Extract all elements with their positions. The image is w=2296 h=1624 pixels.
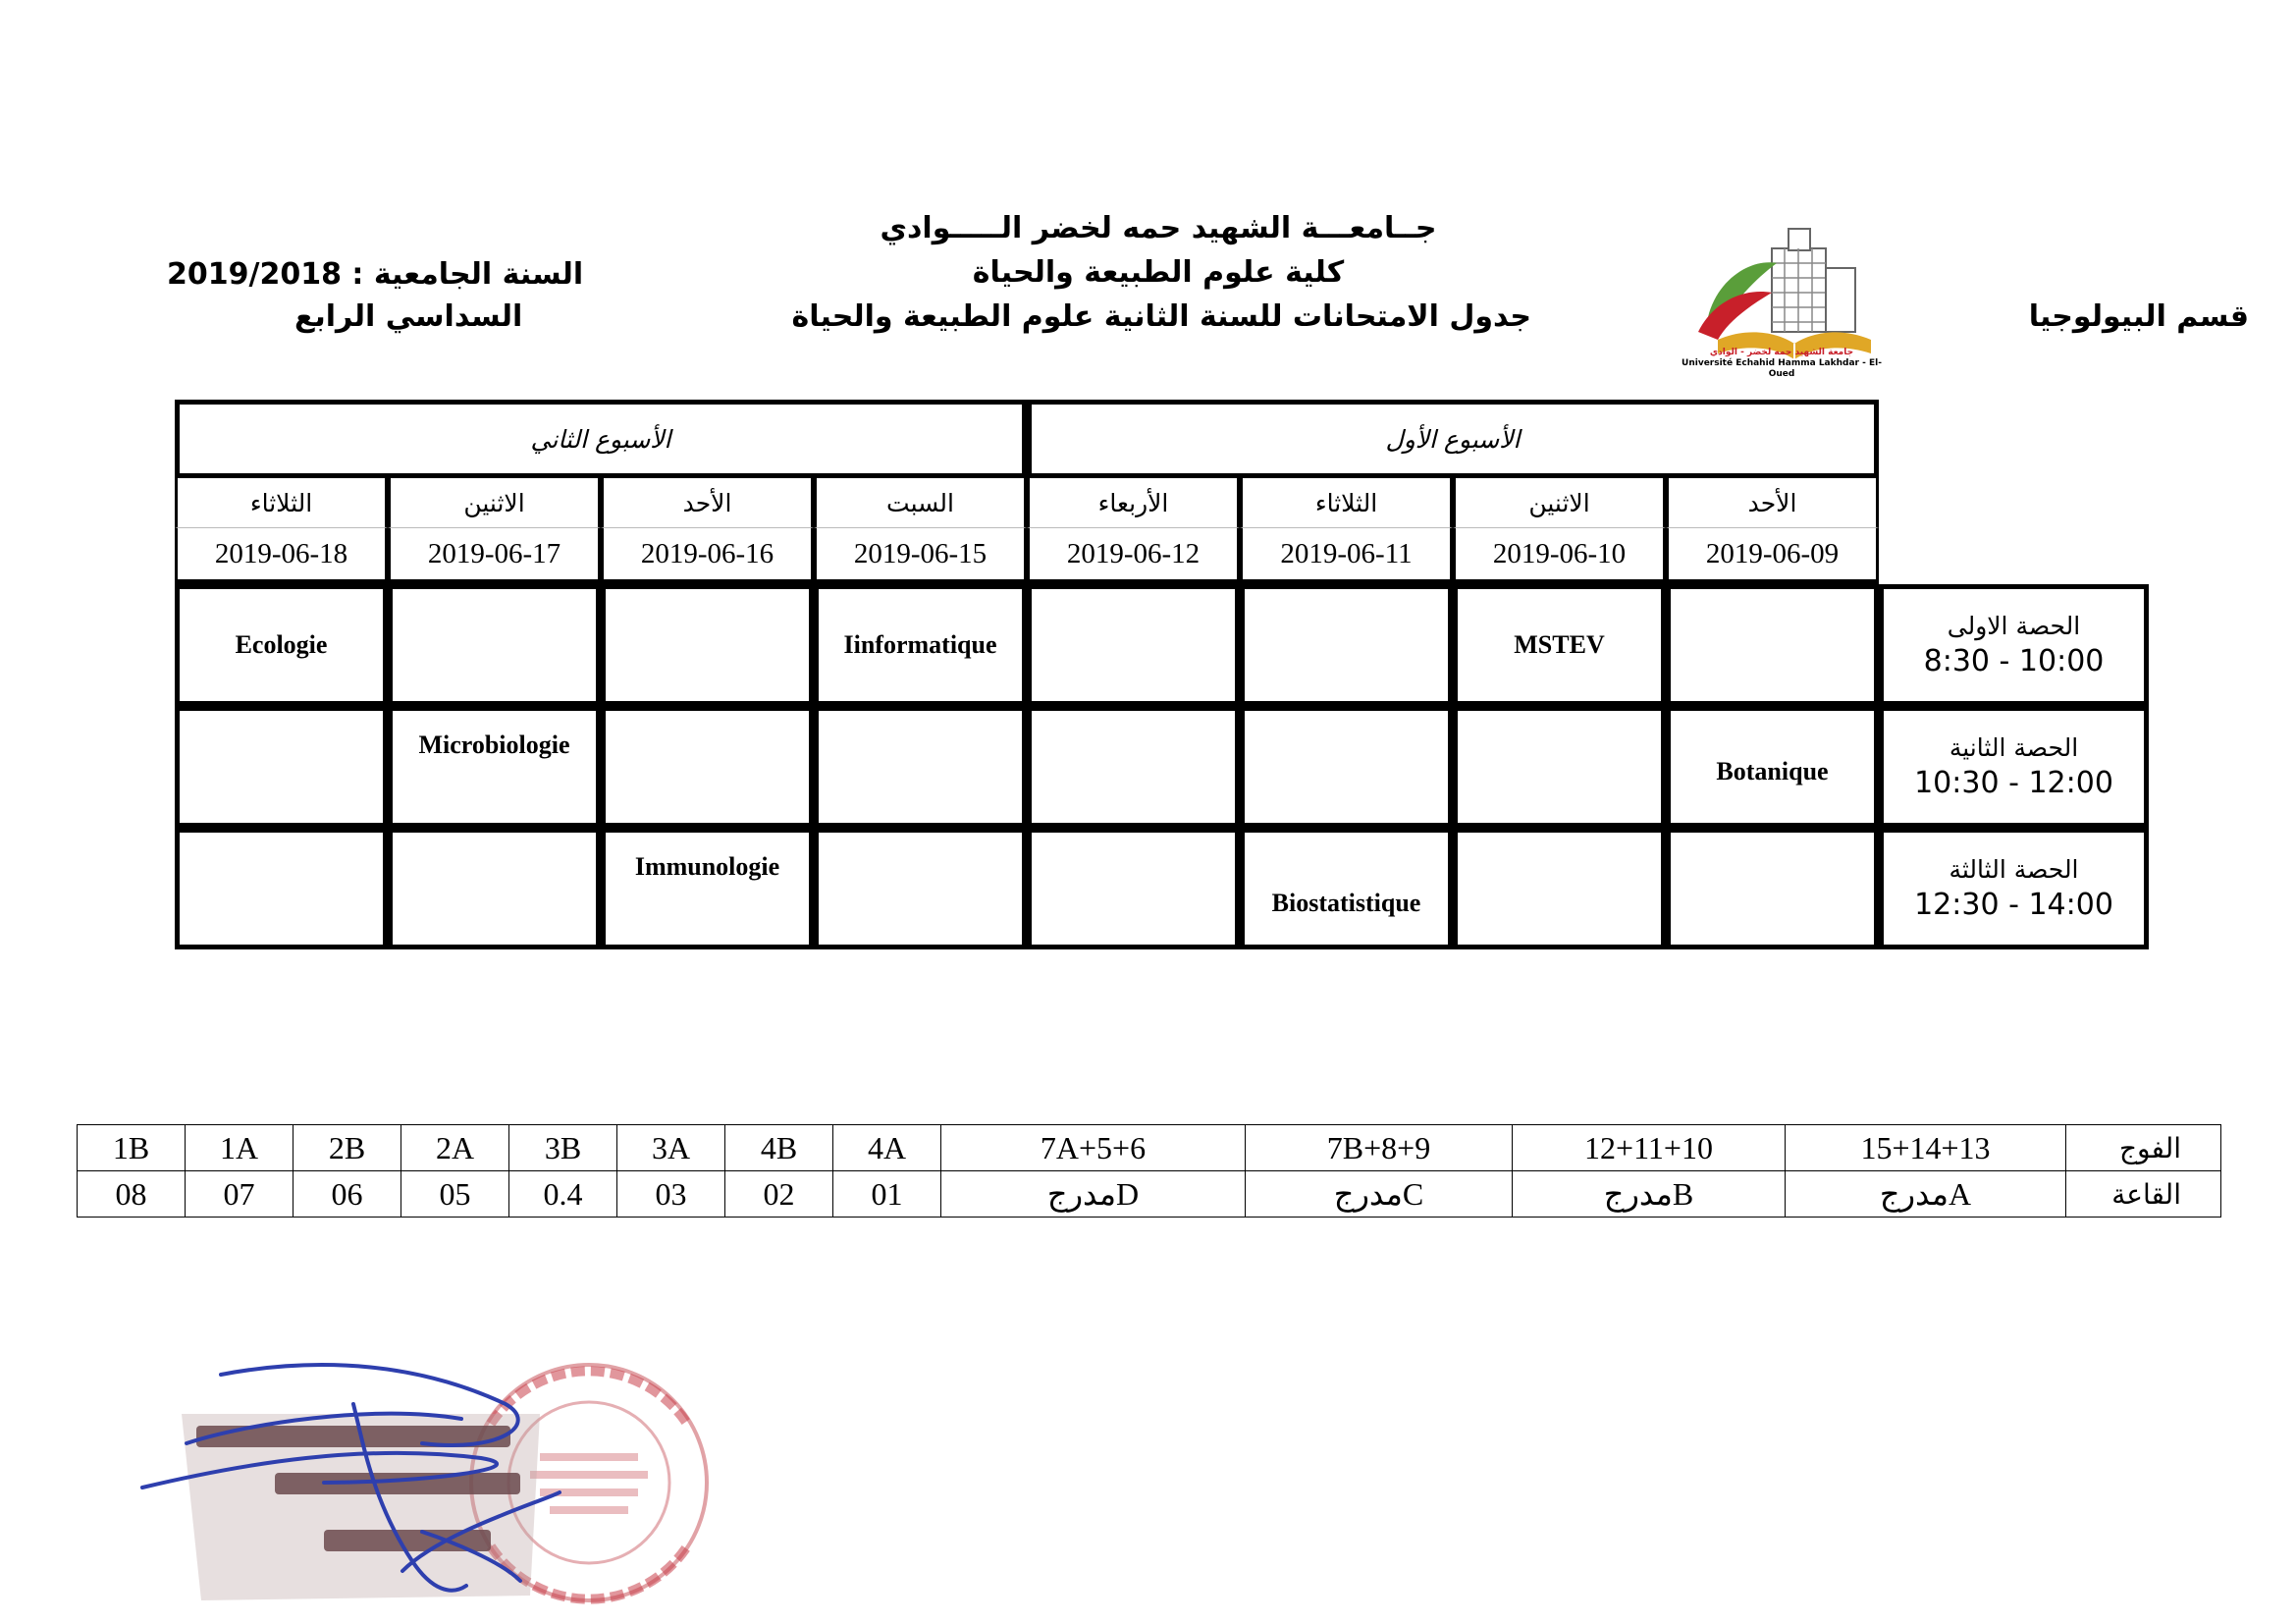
hall-cell: مدرجB — [1513, 1171, 1786, 1218]
group-cell: 4A — [833, 1125, 941, 1171]
semester-label: السداسي الرابع — [294, 299, 523, 334]
exam-cell: MSTEV — [1453, 584, 1666, 706]
group-cell: 2A — [401, 1125, 509, 1171]
group-cell: 3A — [617, 1125, 725, 1171]
exam-cell — [601, 706, 814, 828]
academic-year: السنة الجامعية : 2019/2018 — [167, 257, 584, 292]
session-header — [1879, 828, 2149, 949]
group-cell: 12+11+10 — [1513, 1125, 1786, 1171]
exam-cell: Botanique — [1666, 706, 1879, 828]
group-cell: 3B — [509, 1125, 617, 1171]
group-cell: 1A — [186, 1125, 294, 1171]
logo-caption — [1669, 348, 1895, 380]
group-cell: 7A+5+6 — [941, 1125, 1246, 1171]
day-name: الأربعاء — [1027, 473, 1240, 528]
logo-caption-ar: جامعة الشهيد حمه لخضر - الوادي — [1709, 348, 1854, 357]
group-row-label: الفوج — [2066, 1125, 2221, 1171]
hall-cell: 06 — [294, 1171, 401, 1218]
exam-cell — [1666, 828, 1879, 949]
group-cell: 15+14+13 — [1786, 1125, 2066, 1171]
session-label: الحصة الاولى — [1947, 612, 2081, 640]
exam-cell: Microbiologie — [388, 706, 601, 828]
exam-cell — [1240, 706, 1453, 828]
official-stamp-signature — [128, 1335, 775, 1624]
exam-cell — [1666, 584, 1879, 706]
day-date: 2019-06-12 — [1027, 528, 1240, 584]
hall-cell: مدرجC — [1246, 1171, 1513, 1218]
day-date: 2019-06-11 — [1240, 528, 1453, 584]
exam-cell — [601, 584, 814, 706]
exam-cell — [1453, 706, 1666, 828]
hall-row-label: القاعة — [2066, 1171, 2221, 1218]
day-name: الثلاثاء — [1240, 473, 1453, 528]
faculty-name: كلية علوم الطبيعة والحياة — [972, 255, 1345, 290]
exam-cell: Biostatistique — [1240, 828, 1453, 949]
group-cell: 4B — [725, 1125, 833, 1171]
department-name: قسم البيولوجيا — [2028, 299, 2249, 334]
session-time: 14:00 - 12:30 — [1914, 888, 2113, 922]
session-time: 10:00 - 8:30 — [1923, 644, 2105, 678]
logo-caption-fr: Université Echahid Hamma Lakhdar - El-Oued — [1682, 358, 1882, 379]
session-label: الحصة الثالثة — [1949, 855, 2079, 884]
session-label: الحصة الثانية — [1949, 733, 2079, 762]
day-date: 2019-06-18 — [175, 528, 388, 584]
hall-cell: مدرجD — [941, 1171, 1246, 1218]
day-date: 2019-06-15 — [814, 528, 1027, 584]
exam-cell — [1027, 706, 1240, 828]
exam-cell — [1027, 584, 1240, 706]
exam-cell — [814, 706, 1027, 828]
group-cell: 1B — [78, 1125, 186, 1171]
week-header: الأسبوع الثاني — [175, 400, 1027, 478]
logo-building-icon — [1772, 229, 1855, 332]
hall-cell: 07 — [186, 1171, 294, 1218]
hall-cell: 01 — [833, 1171, 941, 1218]
week-header: الأسبوع الأول — [1027, 400, 1879, 478]
exam-cell — [175, 828, 388, 949]
day-name: الأحد — [601, 473, 814, 528]
exam-cell — [388, 828, 601, 949]
exam-cell: Ecologie — [175, 584, 388, 706]
exam-cell — [1240, 584, 1453, 706]
exam-cell — [175, 706, 388, 828]
exam-cell — [814, 828, 1027, 949]
day-name: السبت — [814, 473, 1027, 528]
day-name: الاثنين — [1453, 473, 1666, 528]
day-date: 2019-06-16 — [601, 528, 814, 584]
session-header — [1879, 584, 2149, 706]
session-header — [1879, 706, 2149, 828]
university-name: جــامعـــة الشهيد حمه لخضر الـــــوادي — [880, 211, 1437, 245]
groups-row — [78, 1125, 2221, 1171]
session-time: 12:00 - 10:30 — [1914, 766, 2113, 800]
hall-cell: 02 — [725, 1171, 833, 1218]
hall-cell: مدرجA — [1786, 1171, 2066, 1218]
day-name: الاثنين — [388, 473, 601, 528]
day-name: الثلاثاء — [175, 473, 388, 528]
exam-cell — [1453, 828, 1666, 949]
day-date: 2019-06-17 — [388, 528, 601, 584]
exam-cell: Iinformatique — [814, 584, 1027, 706]
group-cell: 2B — [294, 1125, 401, 1171]
hall-cell: 0.4 — [509, 1171, 617, 1218]
exam-cell — [1027, 828, 1240, 949]
schedule-title: جدول الامتحانات للسنة الثانية علوم الطبيعة والحياة — [791, 299, 1531, 334]
hall-cell: 03 — [617, 1171, 725, 1218]
day-date: 2019-06-10 — [1453, 528, 1666, 584]
room-assignment-table — [77, 1124, 2221, 1218]
exam-cell — [388, 584, 601, 706]
day-name: الأحد — [1666, 473, 1879, 528]
hall-cell: 08 — [78, 1171, 186, 1218]
group-cell: 7B+8+9 — [1246, 1125, 1513, 1171]
hall-cell: 05 — [401, 1171, 509, 1218]
halls-row — [78, 1171, 2221, 1218]
day-date: 2019-06-09 — [1666, 528, 1879, 584]
exam-cell: Immunologie — [601, 828, 814, 949]
